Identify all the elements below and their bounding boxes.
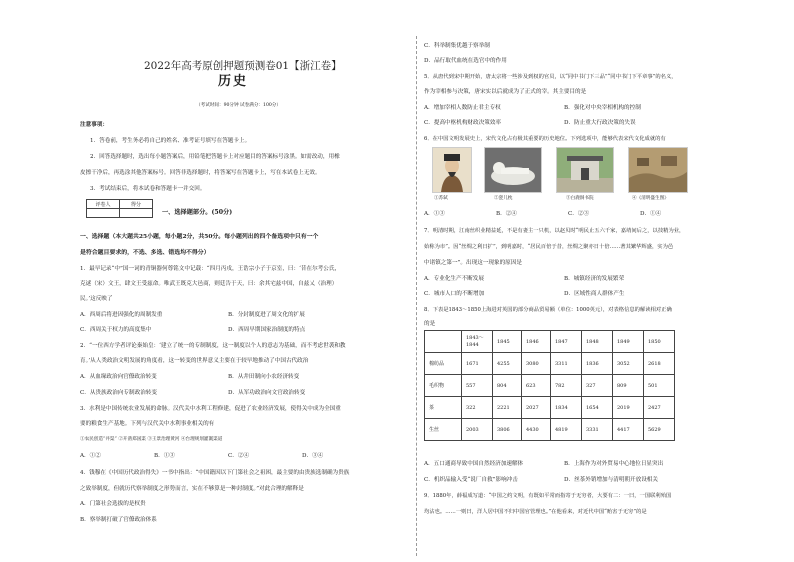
q8-option-a[interactable]: A．五口通商导致中国自然经济加速解体 <box>424 461 524 467</box>
table-row <box>425 397 675 419</box>
table-row <box>425 375 675 397</box>
q5-option-d[interactable]: D．防止重大行政决策的失误 <box>564 120 636 126</box>
q3-option-b[interactable]: B．①③ <box>154 453 175 459</box>
section-heading: 一、选择题部分。(50分) <box>162 209 233 216</box>
note-line: 3．考试结束后，将本试卷和答题卡一并交回。 <box>90 186 206 192</box>
table-cell: 501 <box>644 375 675 397</box>
table-cell: 1834 <box>551 397 582 419</box>
table-cell: 5629 <box>644 419 675 441</box>
q5-option-b[interactable]: B．强化对中央宰相机构的控制 <box>564 105 641 111</box>
score-cell-empty[interactable] <box>87 209 120 218</box>
note-line: 1．答卷前，考生务必将自己的姓名、准考证号填写在答题卡上。 <box>90 138 251 144</box>
q2-option-d[interactable]: D．从军功政治向文官政治转变 <box>228 390 306 396</box>
column-divider <box>416 36 417 556</box>
q1-option-d[interactable]: D．西周早期国家治制度的特点 <box>228 327 306 333</box>
q1-stem: 1．最早记录“中”国一词的青铜器何尊铭文中记载：“四月丙戌，王诰宗小子于京室，曰：‘昔在尔考公氏， <box>80 266 341 272</box>
section-intro: 一、选择题（本大题共25小题，每小题2分，共50分。每小题列出的四个备选项中只有一个 <box>80 233 319 240</box>
q7-stem: 中诸镇之第一”。出现这一现象的原因是 <box>424 260 522 266</box>
table-cell: 2618 <box>644 353 675 375</box>
q4-stem: 之致举制度，但就历代察举制度之形势而言，实在不够算是一种封制度。”对此合理的解释是 <box>80 486 304 492</box>
score-table <box>86 199 153 218</box>
q7-option-d[interactable]: D．区域性商人群体产生 <box>564 291 625 297</box>
q3-option-d[interactable]: D．③④ <box>302 453 324 459</box>
q5-stem: 作为宰相参与决策，唐宋实以后就成为了正式的宰。其主要目的是 <box>424 89 587 95</box>
note-line: 2．回答选择题时，选出每小题答案后，用铅笔把答题卡上对应题目的答案标号涂黑。如需改动，用橡 <box>90 154 340 160</box>
table-cell: 3080 <box>522 353 551 375</box>
score-cell-grader: 评卷人 <box>87 200 120 209</box>
table-header-row <box>425 331 675 353</box>
table-cell: 4430 <box>522 419 551 441</box>
table-cell: 327 <box>582 375 613 397</box>
table-cell: 生丝 <box>425 419 462 441</box>
table-cell: 2027 <box>522 397 551 419</box>
q5-option-a[interactable]: A．增加宰相人数防止君主专权 <box>424 105 501 111</box>
q4-option-c[interactable]: C．科举制集优越于察举制 <box>424 43 490 49</box>
q4-stem: 4．钱穆在《中国历代政治得失》一书中指出：“中国籍因以下门第社会之祖困，最主要的由贵族选制确为贵族 <box>80 470 350 476</box>
table-row <box>425 419 675 441</box>
table-header-cell: 1847 <box>551 331 582 353</box>
exam-info: （考试时间：90分钟 试卷满分：100分） <box>196 103 281 108</box>
table-cell: 1836 <box>582 353 613 375</box>
q7-option-a[interactable]: A．专业化生产不断发展 <box>424 276 484 282</box>
table-cell: 2221 <box>493 397 522 419</box>
q3-option-c[interactable]: C．②④ <box>228 453 250 459</box>
q4-option-a[interactable]: A．门第社会选拔的是权贵 <box>80 501 146 507</box>
q7-option-b[interactable]: B．城镇经济的发展繁荣 <box>564 276 625 282</box>
q3-stem: 要的粮食生产基地。下列与汉代关中水利事业相关的有 <box>80 421 215 427</box>
q8-option-b[interactable]: B．上海作为对外贸易中心地位日显突出 <box>564 461 664 467</box>
q8-option-c[interactable]: C．机织品输入受“说厂自救”影响冲击 <box>424 477 518 483</box>
table-cell: 3311 <box>551 353 582 375</box>
q1-option-b[interactable]: B．分封制度进了周文化的扩展 <box>228 312 305 318</box>
q2-stem: 育。’从人类政治文明发展的角度看，这一转变的世界意义主要在于较早地推动了中国古代政治 <box>80 358 309 364</box>
table-header-cell: 1846 <box>522 331 551 353</box>
trade-table <box>424 330 675 441</box>
table-cell: 4417 <box>613 419 644 441</box>
q5-stem: 5．从唐代到宋中期开始，唐太宗将一些涉及到权的官员，以“同中书门下三品”“同中书门下平章事”的名义， <box>424 74 677 80</box>
q1-option-a[interactable]: A．西周后将进因强化的周制发重 <box>80 312 163 318</box>
table-cell: 782 <box>551 375 582 397</box>
section-intro: 是符合题目要求的，不选、多选、错选均不得分） <box>80 249 210 256</box>
q8-stem: 的是 <box>424 321 436 327</box>
q2-option-a[interactable]: A．从血缘政治向官僚政治转变 <box>80 374 157 380</box>
q2-option-b[interactable]: B．从井田制向小农经济转变 <box>228 374 300 380</box>
q5-option-c[interactable]: C．提高中枢机构财政决策效率 <box>424 120 501 126</box>
q6-option-d[interactable]: D．①④ <box>640 211 662 217</box>
q6-caption: ③白鹿洞书院 <box>566 196 594 201</box>
table-cell: 棉纺品 <box>425 353 462 375</box>
q3-option-a[interactable]: A．①② <box>80 453 101 459</box>
q1-stem: 克逑（宋）文王，肆文王受兹命。唯武王既克大邑商，则廷告于天，曰：余其宅兹中国，自兹乂（治理） <box>80 281 338 287</box>
subject-title: 历史 <box>218 74 249 89</box>
table-cell: 1654 <box>582 397 613 419</box>
painting-image <box>628 147 688 193</box>
q6-caption: ②瓷儿枕 <box>494 196 513 201</box>
table-header-cell: 1843～1844 <box>462 331 493 353</box>
table-cell: 804 <box>493 375 522 397</box>
q1-option-c[interactable]: C．西周关于权力的高度集中 <box>80 327 152 333</box>
q7-stem: 始称为市”。因“丝绸之利日扩”，到明嘉时，“居民百倍于昔，丝绸之聚亦日十倍……著其繁华辉盛，实为邑 <box>424 244 674 250</box>
q9-stem: 均沾也。……一则曰，洋人居中国不归中国官管理也。”在他看来，对近代中国“贻害于无穷”的是 <box>424 509 647 515</box>
notes-heading: 注意事项： <box>80 122 108 128</box>
table-header-cell: 1850 <box>644 331 675 353</box>
note-line: 皮擦干净后，再选涂其他答案标号。回答非选择题时，将答案写在答题卡上，写在本试卷上无效。 <box>80 170 321 176</box>
table-header-cell: 1848 <box>582 331 613 353</box>
table-cell: 809 <box>613 375 644 397</box>
q6-stem: 6．在中国文明发展史上，宋代文化占有极其重要的历史地位。下列选项中，能够代表宋代文化成就的有 <box>424 136 666 142</box>
q3-items: ①农民创造“井渠” ②开凿郑国渠 ③王景治理黄河 ④台理规划灌溉渠道 <box>80 437 223 442</box>
q6-option-a[interactable]: A．①③ <box>424 211 445 217</box>
porcelain-pillow-image <box>484 147 542 193</box>
academy-gate-image <box>556 147 614 193</box>
q7-stem: 7．明清时期，江南丝织业精益延，不是有妻主一只机，以赵贝时“明民止五六千家，嘉靖间后之，以技精为业， <box>424 228 685 234</box>
table-cell: 2427 <box>644 397 675 419</box>
table-cell: 557 <box>462 375 493 397</box>
q6-option-c[interactable]: C．②③ <box>568 211 590 217</box>
q4-option-b[interactable]: B．察举制打破了官僚政治体系 <box>80 517 157 523</box>
q2-option-c[interactable]: C．从贵族政治向专制政治转变 <box>80 390 157 396</box>
table-cell: 2019 <box>613 397 644 419</box>
q2-stem: 2．“一位西方学者评论秦始皇：‘建立了统一的专制制度，这一制度以个人的意志为基础，而不考虑世袭和教 <box>80 343 346 349</box>
table-cell: 4255 <box>493 353 522 375</box>
q6-caption: ④《清明盛生图》 <box>632 196 669 201</box>
q8-option-d[interactable]: D．丝茶外销增加与清明朝开放设相关 <box>564 477 658 483</box>
q4-option-d[interactable]: D．品行取代血统在选官中的作用 <box>424 58 507 64</box>
table-cell: 4819 <box>551 419 582 441</box>
score-cell-empty[interactable] <box>120 209 153 218</box>
q1-stem: 民。’这反映了 <box>80 296 113 302</box>
q6-caption: ①苏轼 <box>434 196 448 201</box>
q9-stem: 9．1880年，薛福成写道：“中国之约文明，有既如平常而指寄于无穷者，大要有二：一曰，一国联利殆国 <box>424 493 672 499</box>
table-cell: 623 <box>522 375 551 397</box>
q7-option-c[interactable]: C．城市人口的不断增加 <box>424 291 485 297</box>
table-header-cell <box>425 331 462 353</box>
q8-stem: 8．下表是1843～1850上海进对英国的部分商品贸易额（单位：1000英元），对表格信息的解读相对正确 <box>424 307 672 313</box>
table-header-cell: 1845 <box>493 331 522 353</box>
table-cell: 2003 <box>462 419 493 441</box>
table-header-cell: 1849 <box>613 331 644 353</box>
portrait-image <box>432 147 472 193</box>
score-cell-score: 得分 <box>120 200 153 209</box>
q6-option-b[interactable]: B．②④ <box>496 211 517 217</box>
table-cell: 1671 <box>462 353 493 375</box>
table-cell: 3806 <box>493 419 522 441</box>
table-row <box>425 353 675 375</box>
table-cell: 3052 <box>613 353 644 375</box>
exam-title: 2022年高考原创押题预测卷01【浙江卷】 <box>144 60 342 72</box>
table-cell: 3331 <box>582 419 613 441</box>
q3-stem: 3．水利是中国传统农业发展的命脉。汉代关中水利工程修建，促进了农业经济发展，使得关中成为全国重 <box>80 406 341 412</box>
table-cell: 毛织物 <box>425 375 462 397</box>
table-cell: 茶 <box>425 397 462 419</box>
table-cell: 322 <box>462 397 493 419</box>
